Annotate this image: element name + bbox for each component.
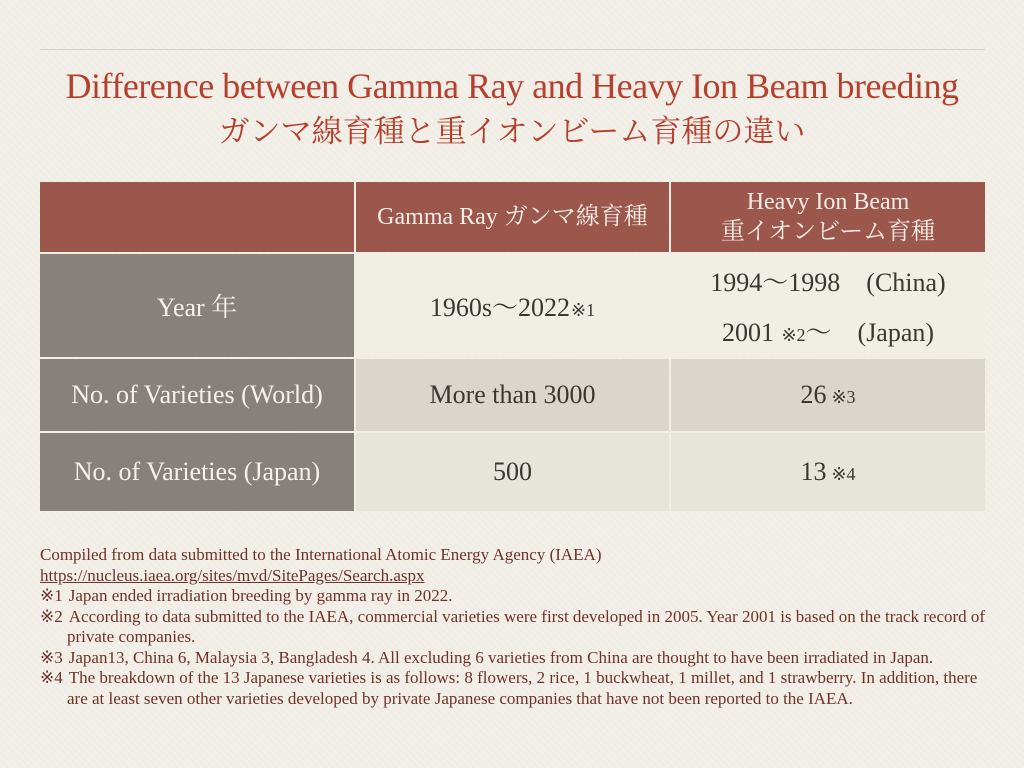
source-line (40, 545, 986, 586)
footnote-3-text: Japan13, China 6, Malaysia 3, Bangladesh 4. All excluding 6 varieties from China are thought to have been irradiated in Japan. (68, 647, 934, 667)
cell-japan-gamma: 500 (356, 433, 669, 511)
footnote-ref-3: ※3 (831, 387, 856, 407)
footnote-3 (40, 648, 986, 669)
comparison-table (38, 180, 987, 513)
table-row-varieties-world (40, 359, 985, 431)
table-row-varieties-japan (40, 433, 985, 511)
table-header-row (40, 182, 985, 252)
header-cell-gamma-ray: Gamma Ray ガンマ線育種 (356, 182, 669, 252)
header-cell-heavy-ion-beam (671, 182, 985, 252)
row-label-varieties-world: No. of Varieties (World) (40, 359, 354, 431)
cell-year-gamma (356, 254, 669, 357)
footnote-ref-4: ※4 (831, 464, 856, 484)
footnote-1 (40, 586, 986, 607)
footnote-3-marker: ※3 (40, 647, 63, 667)
cell-year-heavy-china: 1994〜1998 (China) (710, 268, 946, 297)
footnote-4-text: The breakdown of the 13 Japanese varieties is as follows: 8 flowers, 2 rice, 1 buckwheat, 1 millet, and 1 strawberry. In addition, there are at least seven other varieties developed by private Japanese companies that have not been reported to the IAEA. (67, 668, 978, 708)
cell-world-gamma: More than 3000 (356, 359, 669, 431)
table-row-year (40, 254, 985, 357)
source-text: Compiled from data submitted to the International Atomic Energy Agency (IAEA) (40, 545, 602, 564)
cell-year-heavy-japan (677, 312, 979, 349)
footnote-2-marker: ※2 (40, 606, 63, 626)
row-label-year: Year 年 (40, 254, 354, 357)
row-label-varieties-japan: No. of Varieties (Japan) (40, 433, 354, 511)
cell-year-gamma-value: 1960s〜2022 (429, 293, 571, 322)
footnote-2-text: According to data submitted to the IAEA, commercial varieties were first developed in 2005. Year 2001 is based on the track record of private companies. (67, 606, 986, 647)
cell-japan-heavy-value: 13 (800, 457, 827, 486)
header-heavy-line2: 重イオンビーム育種 (720, 219, 936, 245)
footnote-ref-2: ※2 (781, 325, 806, 345)
cell-year-heavy-japan-post: 〜 (Japan) (805, 318, 935, 347)
cell-japan-heavy (671, 433, 985, 511)
footnote-4-marker: ※4 (40, 668, 63, 688)
header-heavy-line1: Heavy Ion Beam (746, 189, 910, 215)
footnote-1-text: Japan ended irradiation breeding by gamma ray in 2022. (68, 586, 453, 606)
footnotes (40, 545, 986, 710)
footnote-2 (40, 607, 986, 648)
footnote-4 (40, 668, 986, 709)
page-title-jp: ガンマ線育種と重イオンビーム育種の違い (218, 114, 806, 150)
footnote-ref-1: ※1 (571, 300, 596, 320)
top-divider-rule (40, 49, 985, 50)
title-block (0, 66, 1024, 151)
footnote-1-marker: ※1 (40, 586, 63, 606)
cell-world-heavy (671, 359, 985, 431)
cell-year-heavy-japan-pre: 2001 (721, 318, 781, 347)
header-cell-corner (40, 182, 354, 252)
source-link[interactable]: https://nucleus.iaea.org/sites/mvd/SitePages/Search.aspx (40, 565, 425, 585)
cell-world-heavy-value: 26 (800, 380, 827, 409)
page-title-en: Difference between Gamma Ray and Heavy Ion Beam breeding (65, 66, 959, 106)
cell-year-heavy (671, 254, 985, 357)
